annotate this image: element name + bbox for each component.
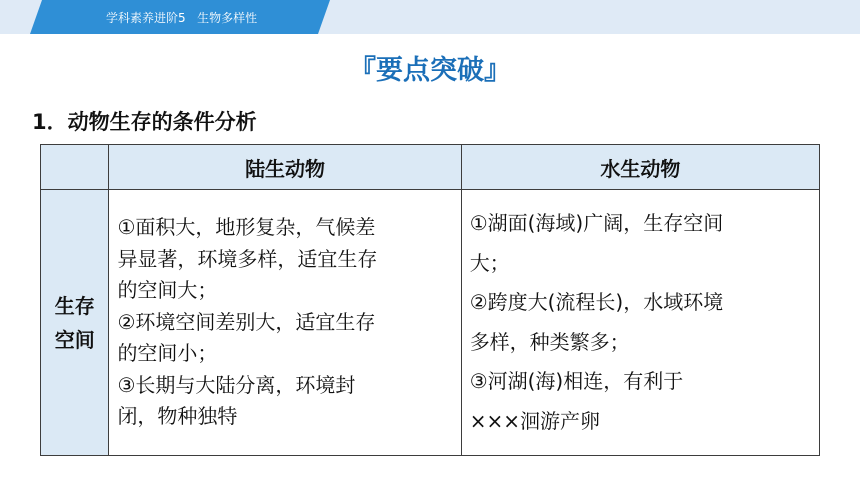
header-cell-aquatic-animals: 水生动物 [461, 145, 819, 190]
land-text-line: 闭，物种独特 [117, 404, 238, 429]
land-text-line: ②环境空间差别大，适宜生存 [117, 309, 376, 334]
top-banner [0, 0, 860, 34]
land-text-line: ①面积大，地形复杂，气候差 [117, 215, 376, 240]
row-label-text: 空间 [54, 327, 95, 352]
comparison-table [40, 144, 820, 456]
table-header-row [41, 145, 820, 190]
water-text-line: 大； [469, 250, 510, 275]
section-title: 1．动物生存的条件分析 [32, 110, 257, 134]
land-animals-cell [109, 190, 461, 456]
row-label-line [41, 289, 108, 357]
header-cell-land-animals: 陆生动物 [109, 145, 461, 190]
header-cell-blank [41, 145, 109, 190]
row-label-living-space [41, 190, 109, 456]
page-heading: 『要点突破』 [349, 55, 511, 86]
row-label-text: 生存 [54, 293, 95, 318]
water-text-line: ③河湖(海)相连，有利于 [469, 369, 684, 393]
land-text-line: 的空间大； [117, 278, 218, 303]
breadcrumb: 学科素养进阶5 生物多样性 [106, 11, 258, 25]
land-text-line: 的空间小； [117, 341, 218, 366]
water-text-line: ①湖面(海域)广阔，生存空间 [469, 211, 724, 235]
aquatic-animals-cell [461, 190, 819, 456]
land-text-line: 异显著，环境多样，适宜生存 [117, 246, 378, 271]
land-text-line: ③长期与大陆分离，环境封 [117, 372, 356, 397]
water-text-line: ×××洄游产卵 [469, 408, 600, 433]
water-text-line: 多样，种类繁多； [469, 329, 630, 354]
table-row [41, 190, 820, 456]
water-text-line: ②跨度大(流程长)，水域环境 [469, 290, 724, 314]
